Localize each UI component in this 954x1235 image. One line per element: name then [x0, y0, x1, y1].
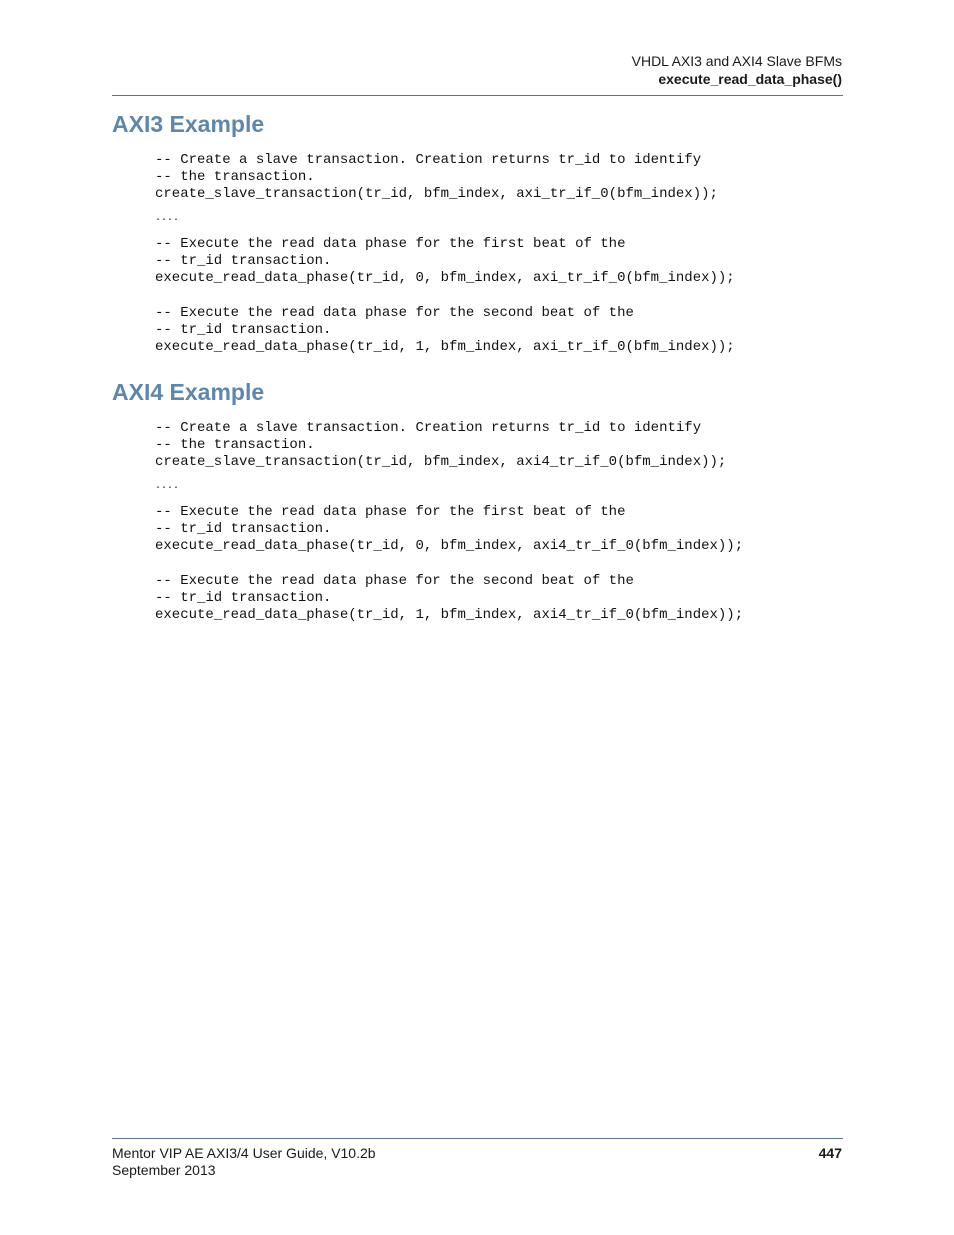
section-title-axi3: AXI3 Example: [112, 111, 265, 137]
code-block-create-axi3: -- Create a slave transaction. Creation returns tr_id to identify -- the transaction. create_slave_transaction(tr_id, bfm_index, axi_tr_if_0(bfm_index));: [155, 152, 718, 202]
code-block-second-beat-axi3: -- Execute the read data phase for the second beat of the -- tr_id transaction. execute_read_data_phase(tr_id, 1, bfm_index, axi_tr_if_0(bfm_index));: [155, 305, 735, 355]
section-title-axi4: AXI4 Example: [112, 379, 265, 405]
code-ellipsis-axi4: ....: [155, 481, 180, 492]
code-block-create-axi4: -- Create a slave transaction. Creation returns tr_id to identify -- the transaction. create_slave_transaction(tr_id, bfm_index, axi4_tr_if_0(bfm_index));: [155, 420, 727, 470]
code-block-first-beat-axi3: -- Execute the read data phase for the first beat of the -- tr_id transaction. execute_read_data_phase(tr_id, 0, bfm_index, axi_tr_if_0(bfm_index));: [155, 236, 735, 286]
footer-guide-title: Mentor VIP AE AXI3/4 User Guide, V10.2b: [112, 1145, 376, 1161]
code-block-first-beat-axi4: -- Execute the read data phase for the first beat of the -- tr_id transaction. execute_read_data_phase(tr_id, 0, bfm_index, axi4_tr_if_0(bfm_index));: [155, 504, 744, 554]
footer-rule: [112, 1138, 843, 1139]
code-block-second-beat-axi4: -- Execute the read data phase for the second beat of the -- tr_id transaction. execute_read_data_phase(tr_id, 1, bfm_index, axi4_tr_if_0(bfm_index));: [155, 573, 744, 623]
footer-date: September 2013: [112, 1162, 216, 1178]
page-number: 447: [818, 1145, 842, 1161]
header-rule: [112, 95, 843, 96]
page-header: [632, 52, 842, 88]
header-title: VHDL AXI3 and AXI4 Slave BFMs: [631, 53, 842, 69]
footer-left: [112, 1145, 376, 1179]
code-ellipsis-axi3: ....: [155, 213, 180, 224]
header-subtitle: execute_read_data_phase(): [658, 71, 842, 87]
